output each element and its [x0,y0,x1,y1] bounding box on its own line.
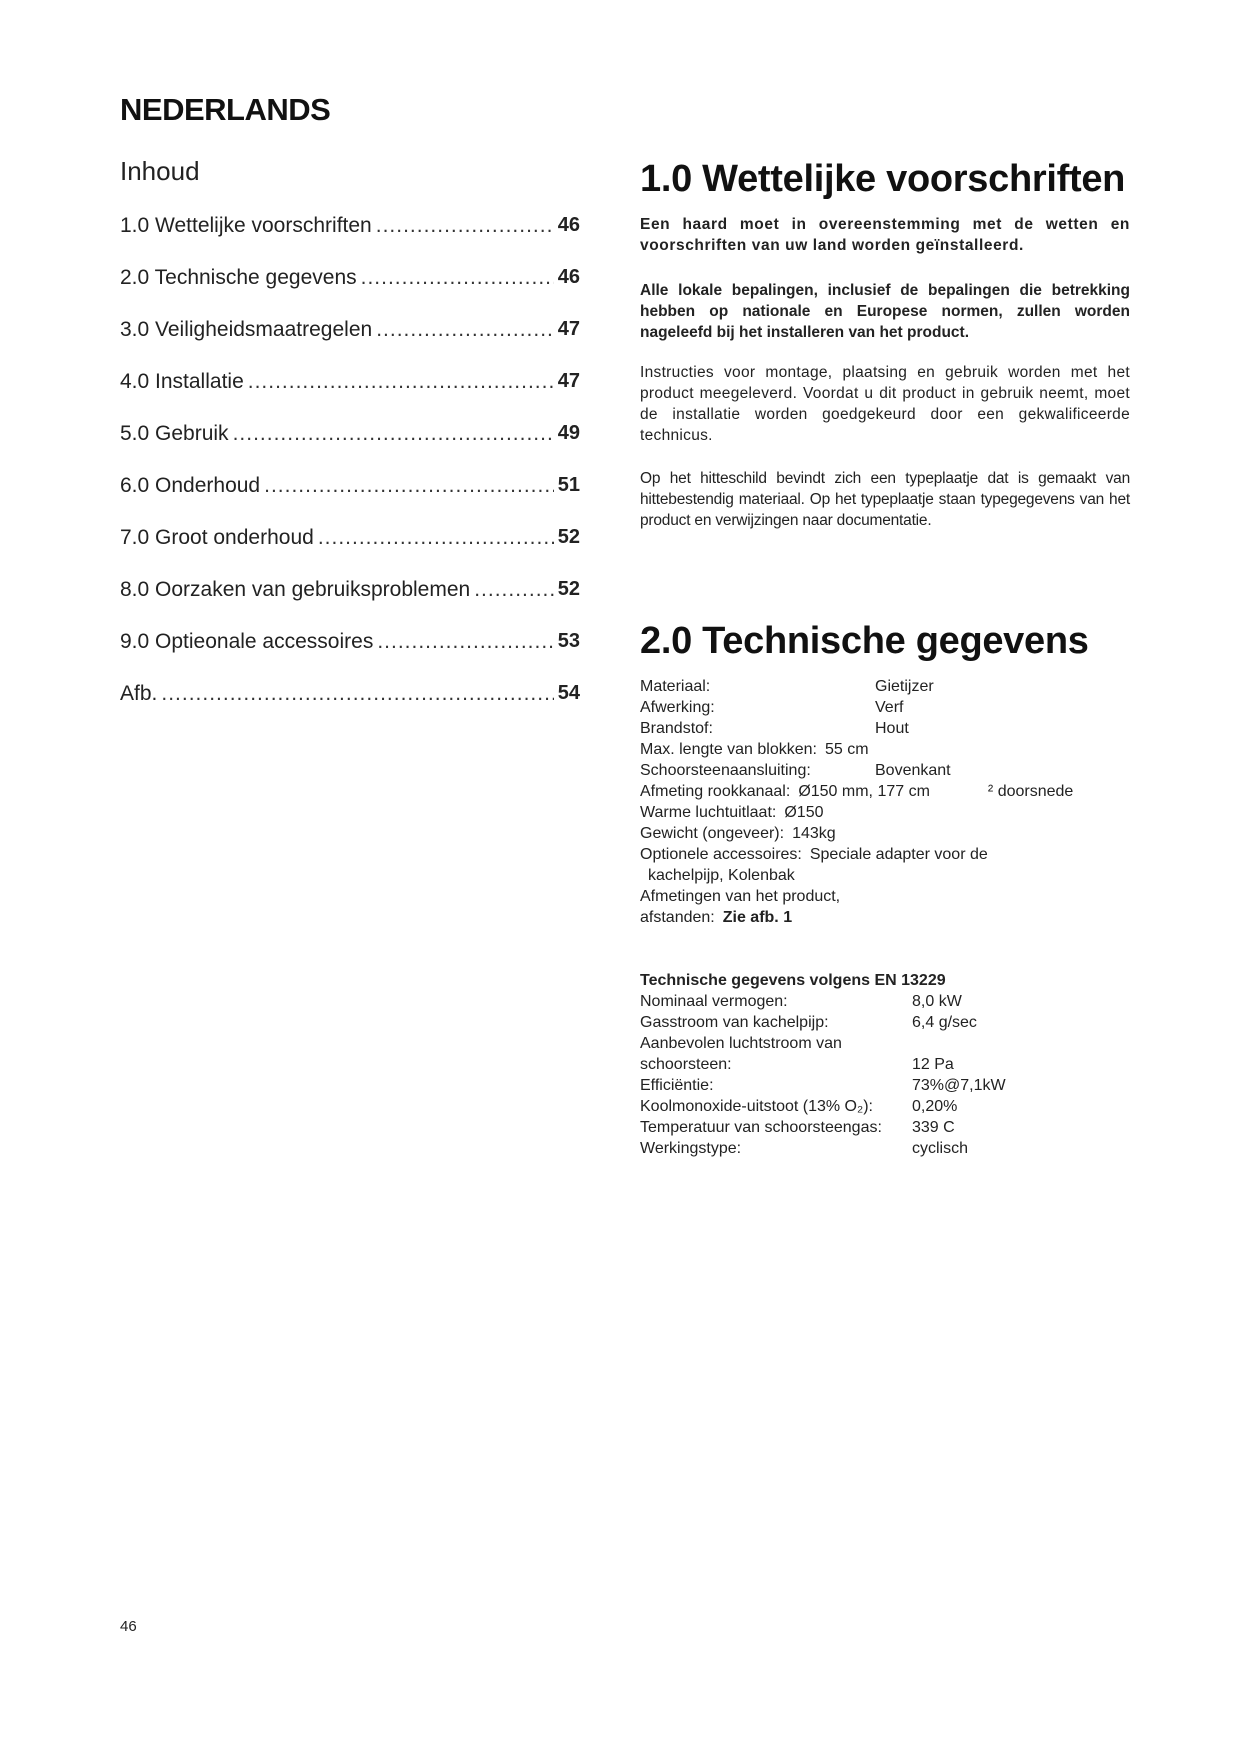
tech-row [640,1096,1080,1117]
toc-item-page: 47 [557,370,580,392]
spec-key: Gewicht (ongeveer): [640,825,785,842]
tech-key: schoorsteen: [640,1056,732,1073]
tech-row [640,991,1080,1012]
toc-leader [161,682,553,706]
spec-key: Afmetingen van het product, [640,888,841,905]
spec-value: Zie afb. 1 [722,909,793,926]
toc-item[interactable] [120,474,580,526]
language-heading: NEDERLANDS [120,92,331,127]
tech-value: 12 Pa [912,1056,954,1073]
toc-item[interactable] [120,422,580,474]
tech-key: Temperatuur van schoorsteengas: [640,1119,882,1136]
toc-item-label: 4.0 Installatie [120,370,244,393]
tech-key: Gasstroom van kachelpijp: [640,1014,829,1031]
spec-value: kachelpijp, Kolenbak [648,867,795,884]
toc-item-page: 51 [557,474,580,496]
spec-list [640,676,1140,928]
tech-key: Efficiëntie: [640,1077,714,1094]
technical-data-heading: Technische gegevens volgens EN 13229 [640,972,946,989]
toc-leader [361,266,554,290]
toc-item-page: 47 [557,318,580,340]
spec-row [640,739,1140,760]
spec-row [640,676,1140,697]
toc-item[interactable] [120,266,580,318]
tech-key: Aanbevolen luchtstroom van [640,1035,842,1052]
tech-row [640,1138,1080,1159]
spec-value: Verf [875,699,904,716]
tech-value: 73%@7,1kW [912,1077,1006,1094]
spec-key: Warme luchtuitlaat: [640,804,777,821]
toc-item[interactable] [120,630,580,682]
section-2-title: 2.0 Technische gegevens [640,620,1089,662]
spec-value: Gietijzer [875,678,934,695]
table-of-contents [120,214,580,734]
toc-item[interactable] [120,214,580,266]
spec-row [640,823,1140,844]
spec-row [640,802,1140,823]
toc-item[interactable] [120,526,580,578]
toc-leader [248,370,554,394]
tech-row [640,1033,1080,1054]
section-1-title: 1.0 Wettelijke voorschriften [640,158,1126,200]
toc-leader [474,578,554,602]
spec-row [640,844,1140,865]
toc-item-label: 8.0 Oorzaken van gebruiksproblemen [120,578,471,601]
tech-key: Koolmonoxide-uitstoot (13% O₂): [640,1098,873,1115]
spec-row [640,907,1140,928]
spec-row [640,718,1140,739]
tech-row [640,1075,1080,1096]
spec-value: Speciale adapter voor de [809,846,988,863]
spec-value: 143kg [792,825,836,842]
toc-item-page: 46 [557,214,580,236]
spec-key: Max. lengte van blokken: [640,741,817,758]
section-1-paragraph-1: Een haard moet in overeenstemming met de wetten en voorschriften van uw land worden geïnstalleerd. [640,216,1130,254]
spec-key: afstanden: [640,909,715,926]
toc-item-page: 54 [557,682,580,704]
section-1-paragraph-3: Instructies voor montage, plaatsing en gebruik worden met het product meegeleverd. Voordat u dit product in gebruik neemt, moet de installatie worden goedgekeurd door een gekwalificeerde technicus. [640,364,1130,444]
tech-row [640,1117,1080,1138]
toc-leader [264,474,554,498]
section-1-paragraph-4: Op het hitteschild bevindt zich een typeplaatje dat is gemaakt van hittebestendig materiaal. Op het typeplaatje staan typegegevens van het product en verwijzingen naar documentatie. [640,470,1130,529]
toc-item[interactable] [120,370,580,422]
toc-item[interactable] [120,682,580,734]
spec-key: Brandstof: [640,720,713,737]
toc-item-label: 2.0 Technische gegevens [120,266,357,289]
tech-key: Nominaal vermogen: [640,993,788,1010]
toc-leader [376,318,554,342]
tech-key: Werkingstype: [640,1140,742,1157]
toc-item-label: 3.0 Veiligheidsmaatregelen [120,318,373,341]
spec-value: Ø150 [784,804,824,821]
toc-item-page: 46 [557,266,580,288]
toc-title: Inhoud [120,156,200,186]
tech-value: cyclisch [912,1140,969,1157]
tech-value: 6,4 g/sec [912,1014,977,1031]
tech-value: 0,20% [912,1098,958,1115]
toc-item[interactable] [120,318,580,370]
toc-leader [376,214,554,238]
spec-row [640,781,1140,802]
spec-key: Materiaal: [640,678,711,695]
spec-row [640,760,1140,781]
spec-key: Schoorsteenaansluiting: [640,762,811,779]
spec-key: Afmeting rookkanaal: [640,783,791,800]
tech-row [640,1012,1080,1033]
spec-row [640,865,1140,886]
spec-value: 55 cm [825,741,869,758]
section-1-paragraph-2: Alle lokale bepalingen, inclusief de bepalingen die betrekking hebben op nationale en Europese normen, zullen worden nageleefd bij het installeren van het product. [640,282,1130,341]
spec-key: Afwerking: [640,699,715,716]
spec-row [640,886,1140,907]
spec-value: Bovenkant [875,762,951,779]
toc-item-page: 53 [557,630,580,652]
technical-data-en13229 [640,970,1080,1159]
toc-item-label: Afb. [120,682,158,705]
toc-item-page: 49 [557,422,580,444]
toc-item-label: 5.0 Gebruik [120,422,229,445]
page-number: 46 [120,1618,137,1635]
toc-item[interactable] [120,578,580,630]
toc-item-label: 1.0 Wettelijke voorschriften [120,214,372,237]
spec-row [640,697,1140,718]
tech-value: 8,0 kW [912,993,962,1010]
spec-value: Hout [875,720,909,737]
toc-item-label: 7.0 Groot onderhoud [120,526,314,549]
tech-row [640,1054,1080,1075]
toc-item-page: 52 [557,526,580,548]
toc-leader [233,422,554,446]
toc-item-label: 9.0 Optieonale accessoires [120,630,374,653]
toc-leader [318,526,554,550]
spec-value-note: ² doorsnede [987,783,1074,800]
spec-key: Optionele accessoires: [640,846,802,863]
tech-value: 339 C [912,1119,955,1136]
spec-value: Ø150 mm, 177 cm [798,783,930,800]
toc-leader [377,630,553,654]
toc-item-label: 6.0 Onderhoud [120,474,261,497]
toc-item-page: 52 [557,578,580,600]
